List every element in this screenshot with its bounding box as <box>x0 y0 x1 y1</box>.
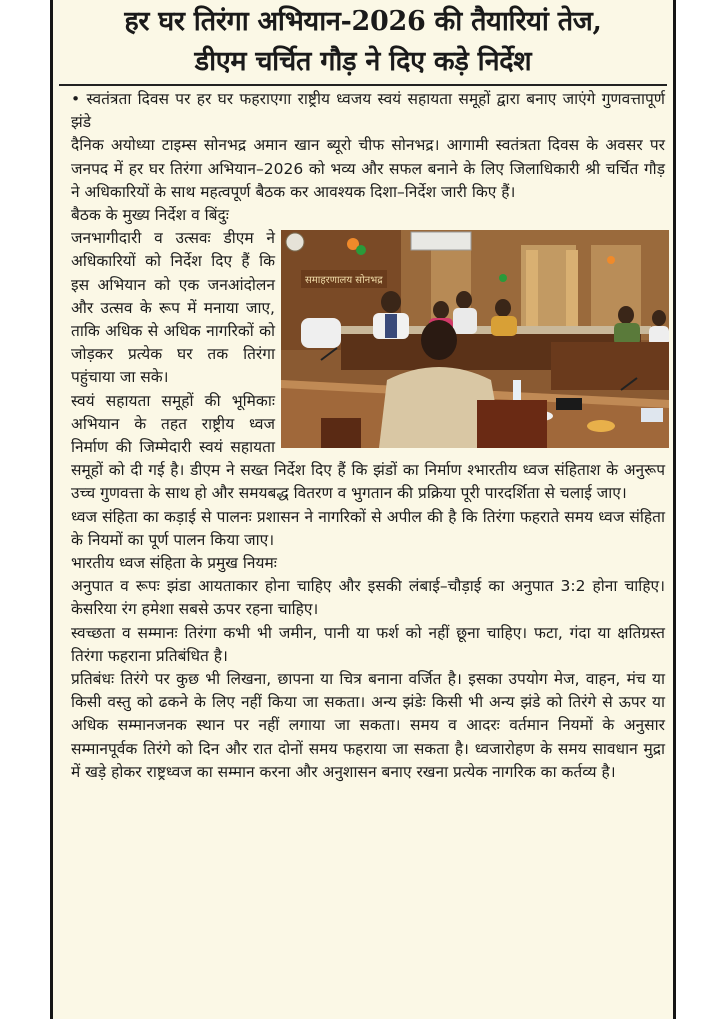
photo-sign-text: समाहरणालय सोनभद्र <box>305 275 383 287</box>
rule-respect: स्वच्छता व सम्मानः तिरंगा कभी भी जमीन, पानी या फर्श को नहीं छूना चाहिए। फटा, गंदा या क्षतिग्रस्त तिरंगा फहराना प्रतिबंधित है। <box>71 623 665 665</box>
rule-restrictions: प्रतिबंधः तिरंगे पर कुछ भी लिखना, छापना या चित्र बनाना वर्जित है। इसका उपयोग मेज, वाहन, मंच या किसी वस्तु को ढकने के लिए नहीं किया जा सकता। अन्य झंडेः किसी भी अन्य झंडे को तिरंगे से ऊपर या अधिक सम्मानजनक स्थान पर नहीं लगाया जा सकता। समय व आदरः वर्तमान नियमों के अनुसार सम्मानपूर्वक तिरंगे को दिन और रात दोनों समय फहराया जा सकता है। ध्वजारोहण के समय सावधान मुद्रा में खड़े होकर राष्ट्रध्वज का सम्मान करना और अनुशासन बनाए रखना प्रत्येक नागरिक का कर्तव्य है। <box>71 670 665 781</box>
meeting-photo <box>281 230 669 448</box>
article-body <box>53 86 673 784</box>
rule-proportion: अनुपात व रूपः झंडा आयताकार होना चाहिए और इसकी लंबाई–चौड़ाई का अनुपात 3:2 होना चाहिए। केसरिया रंग हमेशा सबसे ऊपर रहना चाहिए। <box>71 577 665 619</box>
headline-line-2: डीएम चर्चित गौड़ ने दिए कड़े निर्देश <box>194 46 532 77</box>
section-heading: बैठक के मुख्य निर्देश व बिंदुः <box>71 206 229 225</box>
flag-rules-heading: भारतीय ध्वज संहिता के प्रमुख नियमः <box>71 554 277 573</box>
paragraph-public-participation: जनभागीदारी व उत्सवः डीएम ने अधिकारियों को निर्देश दिए हैं कि इस अभियान को एक जनआंदोलन और उत्सव के रूप में मनाया जाए, ताकि अधिक से अधिक नागरिकों को जोड़कर प्रत्येक घर तक तिरंगा पहुंचाया जा सके। <box>71 229 275 387</box>
newspaper-clipping <box>50 0 676 1019</box>
headline-line-1: हर घर तिरंगा अभियान-2026 की तैयारियां तेज, <box>124 6 602 37</box>
headline <box>53 0 673 82</box>
paragraph-self-help-groups: स्वयं सहायता समूहों की भूमिकाः अभियान के तहत राष्ट्रीय ध्वज निर्माण की जिम्मेदारी स्वयं सहायता समूहों को दी गई है। डीएम ने सख्त निर्देश दिए हैं कि झंडों का निर्माण श्भारतीय ध्वज संहिताश के अनुरूप उच्च गुणवत्ता के साथ हो और समयबद्ध वितरण व भुगतान की प्रक्रिया पूरी पारदर्शिता से चलाई जाए। <box>71 391 665 503</box>
article-subhead: • स्वतंत्रता दिवस पर हर घर फहराएगा राष्ट्रीय ध्वजय स्वयं सहायता समूहों द्वारा बनाए जाएंगे गुणवत्तापूर्ण झंडे <box>71 90 665 132</box>
paragraph-flag-code-appeal: ध्वज संहिता का कड़ाई से पालनः प्रशासन ने नागरिकों से अपील की है कि तिरंगा फहराते समय ध्वज संहिता के नियमों का पूर्ण पालन किया जाए। <box>71 507 665 549</box>
article-intro: दैनिक अयोध्या टाइम्स सोनभद्र अमान खान ब्यूरो चीफ सोनभद्र। आगामी स्वतंत्रता दिवस के अवसर पर जनपद में हर घर तिरंगा अभियान–2026 को भव्य और सफल बनाने के लिए जिलाधिकारी श्री चर्चित गौड़ ने अधिकारियों के साथ महत्वपूर्ण बैठक कर आवश्यक दिशा–निर्देश जारी किए हैं। <box>71 136 665 201</box>
